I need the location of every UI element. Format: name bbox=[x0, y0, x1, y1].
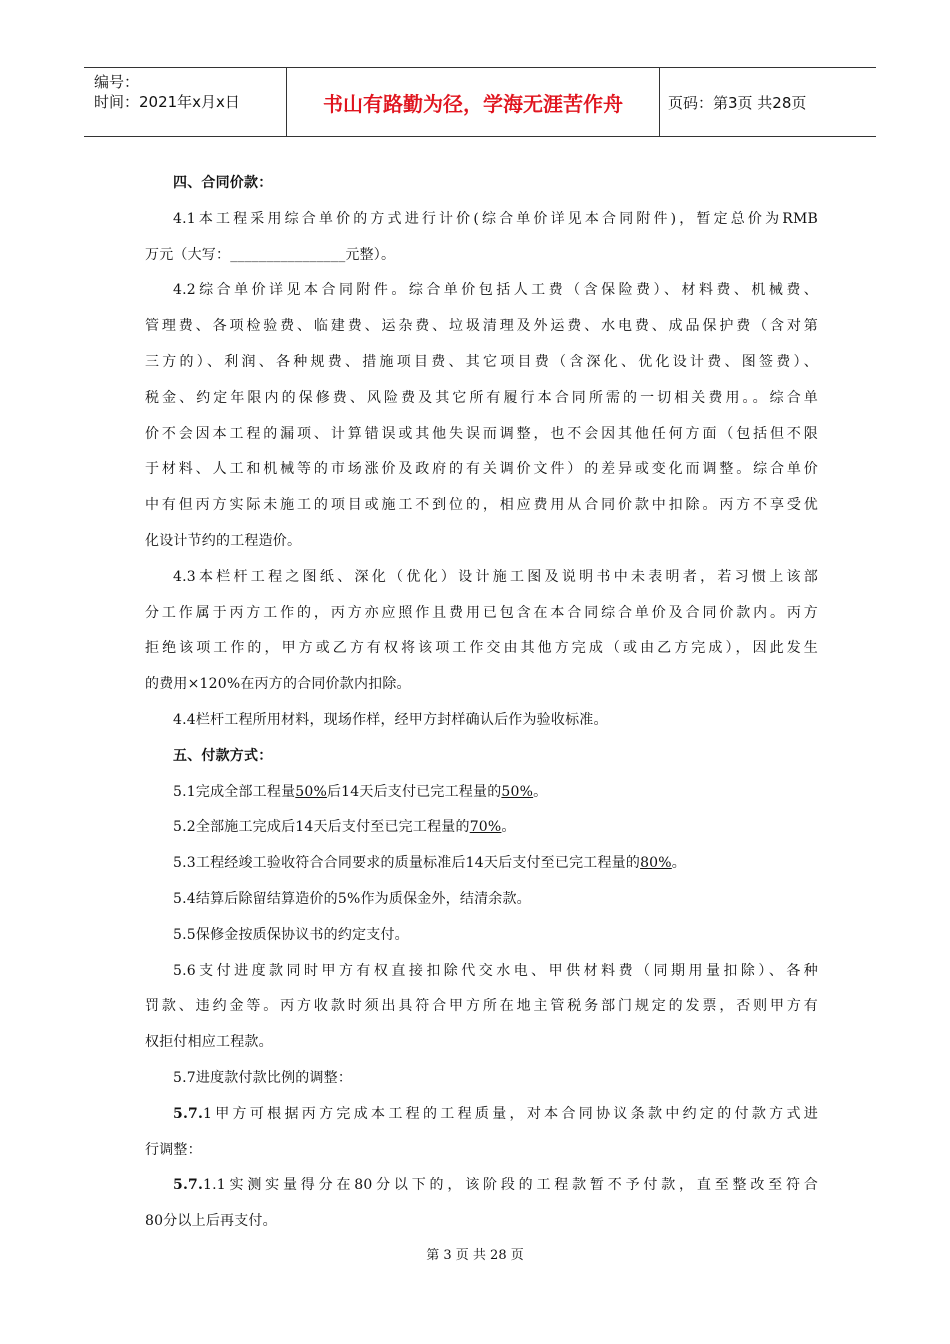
clause-4-2-line: 三方的）、利润、各种规费、措施项目费、其它项目费（含深化、优化设计费、图签费）、 bbox=[145, 353, 818, 370]
clause-4-3-line: 拒绝该项工作的，甲方或乙方有权将该项工作交由其他方完成（或由乙方完成），因此发生 bbox=[145, 640, 818, 657]
clause-4-3-line: 4.3本栏杆工程之图纸、深化（优化）设计施工图及说明书中未表明者，若习惯上该部 bbox=[173, 568, 818, 585]
clause-5-2: 5.2全部施工完成后14天后支付至已完工程量的70%。 bbox=[173, 819, 516, 836]
clause-4-2-line: 中有但丙方实际未施工的项目或施工不到位的，相应费用从合同价款中扣除。丙方不享受优 bbox=[145, 497, 818, 514]
percent-value: 70% bbox=[469, 819, 502, 836]
page-footer: 第 3 页 共 28 页 bbox=[426, 1248, 524, 1263]
doc-time-label: 时间：2021年x月x日 bbox=[94, 93, 240, 111]
clause-5-7-1-line: 5.7.1甲方可根据丙方完成本工程的工程质量，对本合同协议条款中约定的付款方式进 bbox=[173, 1105, 818, 1122]
clause-4-3-line: 的费用×120%在丙方的合同价款内扣除。 bbox=[145, 676, 411, 693]
clause-5-6-line: 5.6支付进度款同时甲方有权直接扣除代交水电、甲供材料费（同期用量扣除）、各种 bbox=[173, 962, 818, 979]
amount-blank: ________________ bbox=[230, 246, 346, 263]
clause-5-3: 5.3工程经竣工验收符合合同要求的质量标准后14天后支付至已完工程量的80%。 bbox=[173, 855, 686, 872]
percent-value: 50% bbox=[295, 783, 327, 800]
clause-4-2-line: 税金、约定年限内的保修费、风险费及其它所有履行本合同所需的一切相关费用。。综合单 bbox=[145, 389, 818, 406]
clause-5-6-line: 罚款、违约金等。丙方收款时须出具符合甲方所在地主管税务部门规定的发票，否则甲方有 bbox=[145, 998, 818, 1015]
clause-5-7-1-1-line: 80分以上后再支付。 bbox=[145, 1213, 277, 1230]
clause-4-1-line: 万元（大写：________________元整）。 bbox=[145, 246, 396, 263]
clause-4-2-line: 管理费、各项检验费、临建费、运杂费、垃圾清理及外运费、水电费、成品保护费（含对第 bbox=[145, 318, 818, 335]
page-header bbox=[84, 67, 876, 137]
clause-5-5: 5.5保修金按质保协议书的约定支付。 bbox=[173, 926, 409, 943]
clause-number: 5.7. bbox=[173, 1177, 204, 1194]
header-page-number: 页码：第3页 共28页 bbox=[668, 93, 807, 112]
clause-4-2-line: 价不会因本工程的漏项、计算错误或其他失误而调整，也不会因其他任何方面（包括但不限 bbox=[145, 425, 818, 442]
clause-4-2-line: 于材料、人工和机械等的市场涨价及政府的有关调价文件）的差异或变化而调整。综合单价 bbox=[145, 461, 818, 478]
clause-5-4: 5.4结算后除留结算造价的5%作为质保金外，结清余款。 bbox=[173, 890, 531, 907]
clause-5-7-1-line: 行调整： bbox=[145, 1141, 202, 1158]
clause-5-7: 5.7进度款付款比例的调整： bbox=[173, 1069, 353, 1086]
section-4-heading: 四、合同价款： bbox=[173, 175, 273, 191]
percent-value: 50% bbox=[501, 783, 534, 800]
header-meta bbox=[84, 68, 286, 136]
section-5-heading: 五、付款方式： bbox=[173, 747, 273, 764]
clause-5-1: 5.1完成全部工程量50%后14天后支付已完工程量的50%。 bbox=[173, 783, 548, 800]
clause-4-2-line: 4.2综合单价详见本合同附件。综合单价包括人工费（含保险费）、材料费、机械费、 bbox=[173, 282, 818, 299]
clause-4-3-line: 分工作属于丙方工作的，丙方亦应照作且费用已包含在本合同综合单价及合同价款内。丙方 bbox=[145, 604, 818, 621]
percent-value: 80% bbox=[640, 855, 672, 872]
doc-number-label: 编号： bbox=[94, 73, 140, 91]
clause-5-6-line: 权拒付相应工程款。 bbox=[145, 1034, 273, 1051]
clause-5-7-1-1-line: 5.7.1.1实测实量得分在80分以下的，该阶段的工程款暂不予付款，直至整改至符合 bbox=[173, 1177, 818, 1194]
header-motto: 书山有路勤为径，学海无涯苦作舟 bbox=[286, 68, 660, 136]
clause-4-1-line: 4.1本工程采用综合单价的方式进行计价(综合单价详见本合同附件)，暂定总价为RMB bbox=[173, 210, 818, 227]
clause-number: 5.7. bbox=[173, 1105, 204, 1122]
document-body bbox=[145, 166, 818, 1240]
clause-4-2-line: 化设计节约的工程造价。 bbox=[145, 532, 302, 549]
clause-4-4: 4.4栏杆工程所用材料，现场作样，经甲方封样确认后作为验收标准。 bbox=[173, 711, 608, 728]
